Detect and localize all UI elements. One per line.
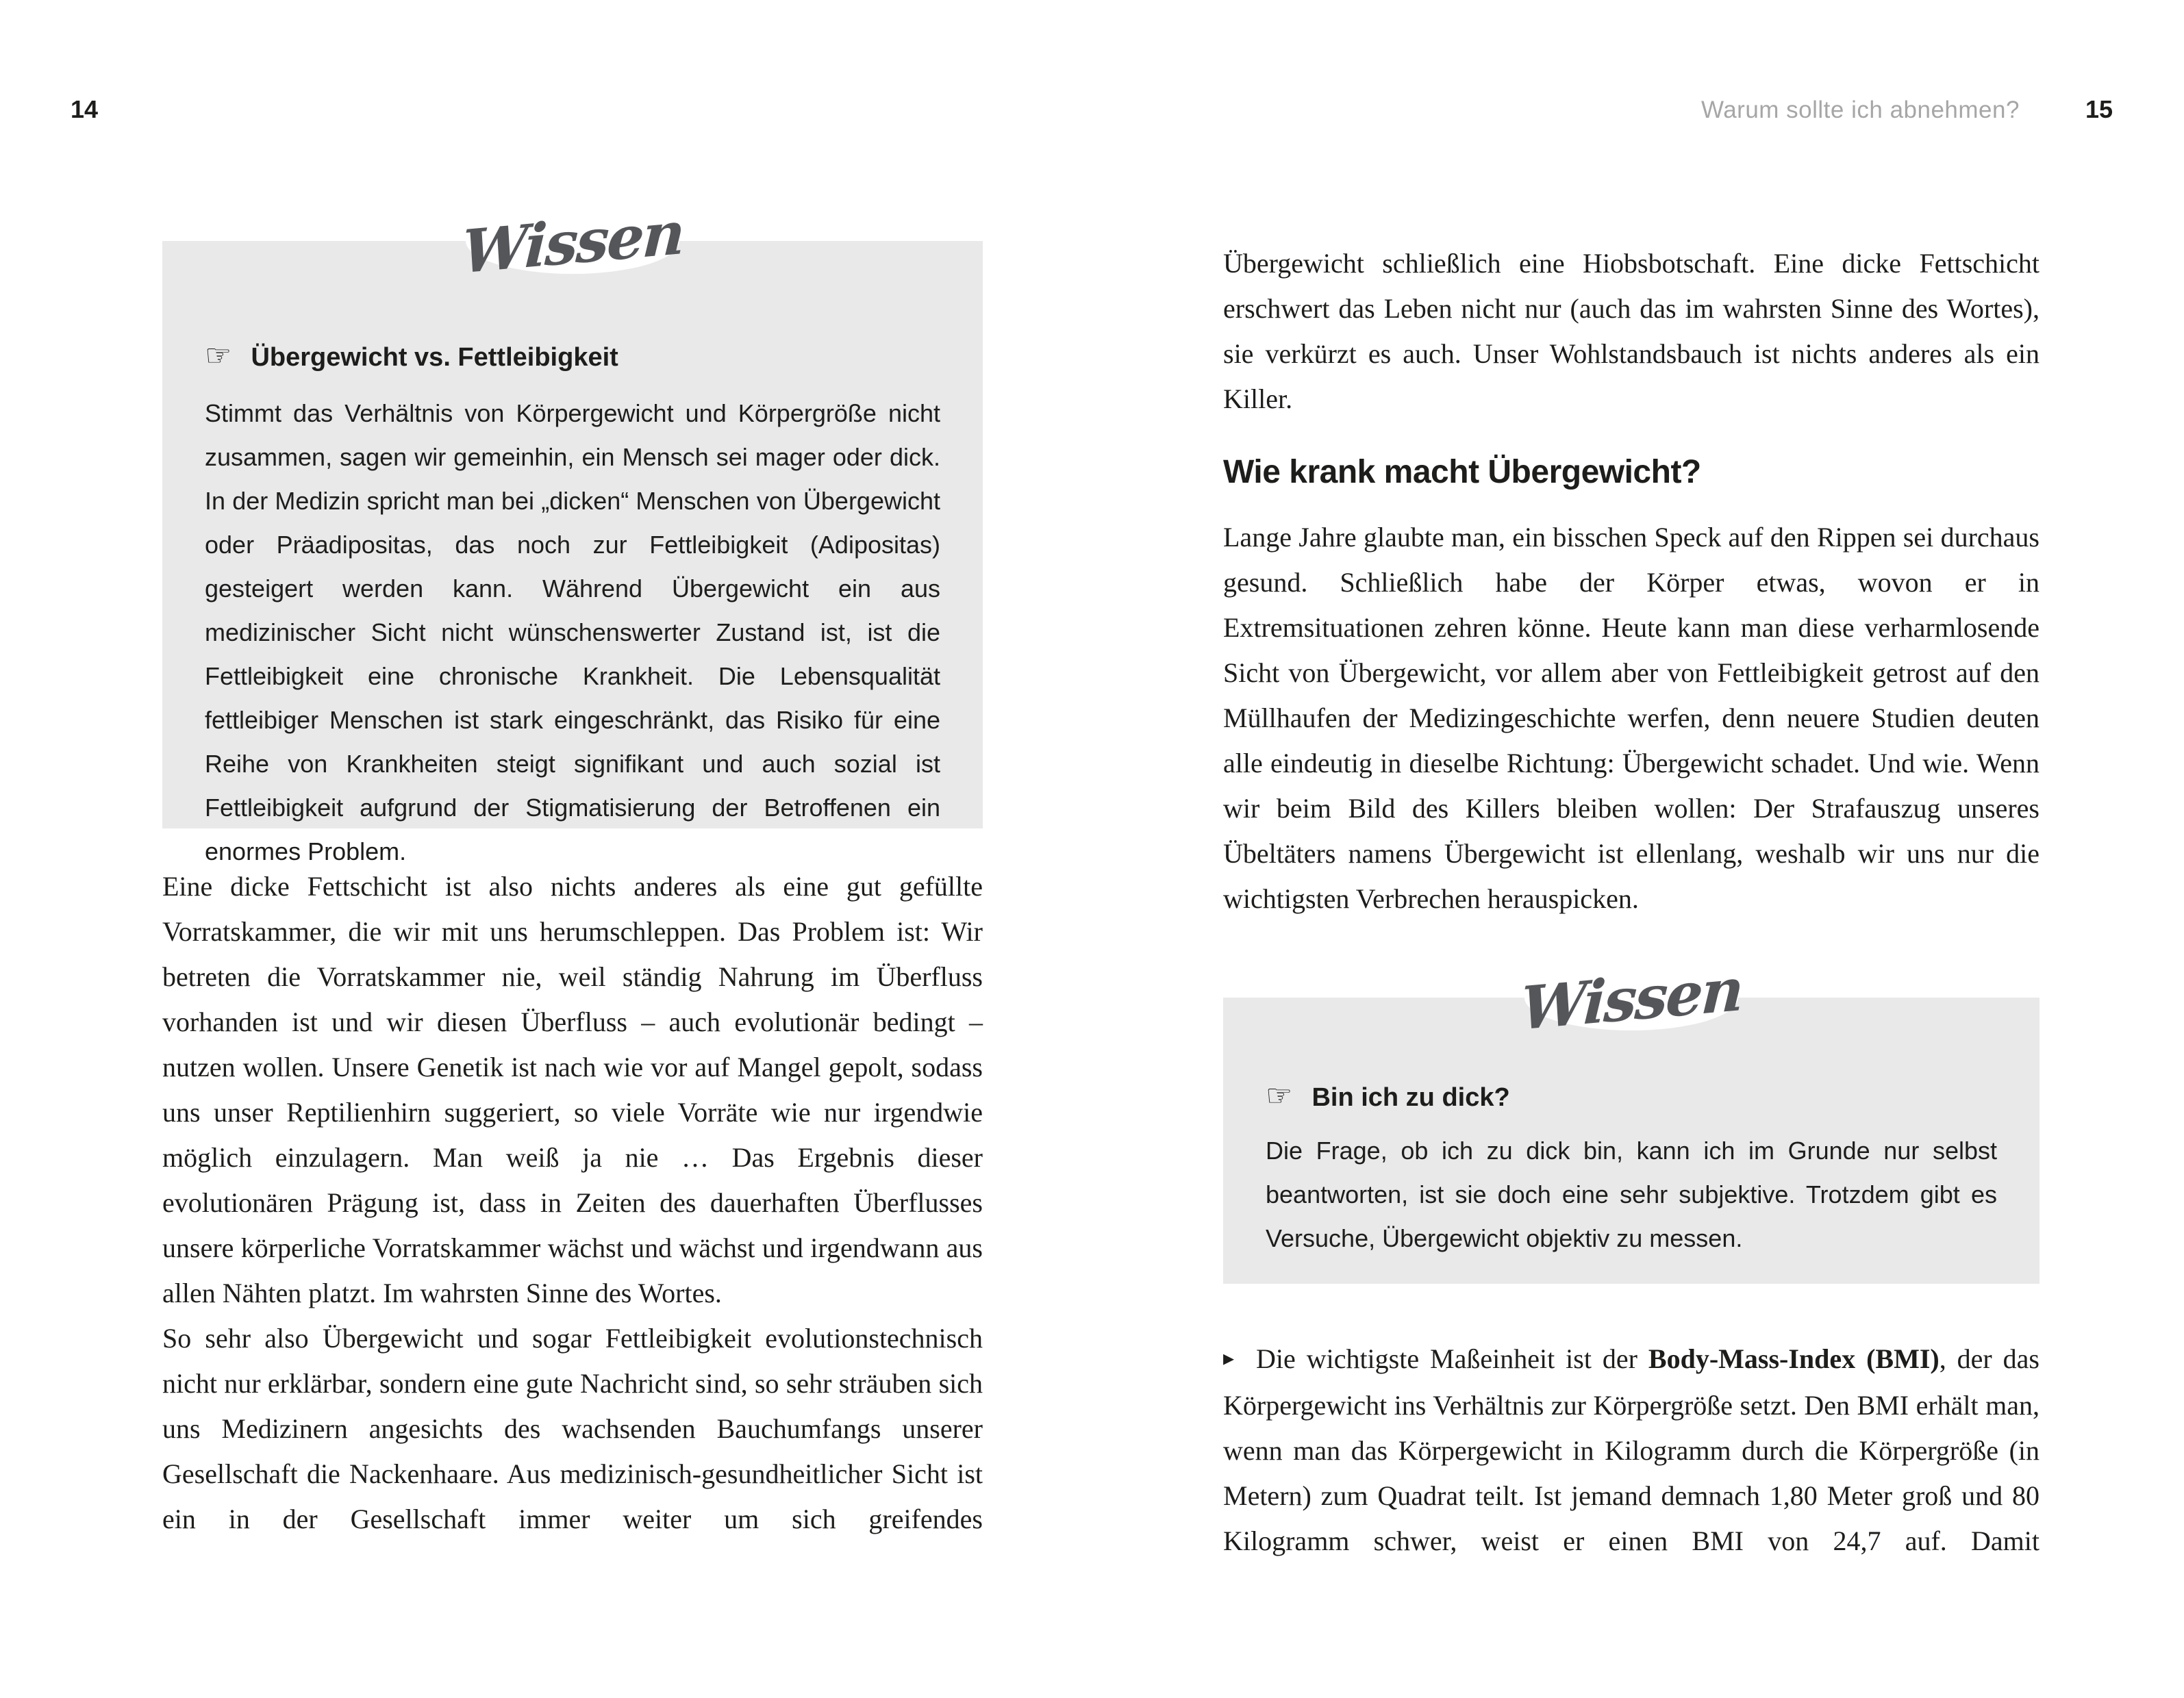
page-number-left: 14 [71,95,99,123]
paragraph: Lange Jahre glaubte man, ein bisschen Speck auf den Rippen sei durchaus gesund. Schließlich habe der Körper etwas, wovon er in Extremsituationen zehren könne. Heute kann man diese verharmlosende Sicht von Übergewicht, vor allem aber von Fettleibigkeit getrost auf den Müllhaufen der Medizingeschichte werfen, denn neuere Studien deuten alle eindeutig in dieselbe Richtung: Übergewicht schadet. Und wie. Wenn wir beim Bild des Killers bleiben wollen: Der Strafauszug unseres Übeltäters namens Übergewicht ist ellenlang, weshalb wir uns nur die wichtigsten Verbrechen herauspicken. [1223,522,2039,914]
bullet-triangle-icon: ▸ [1223,1345,1235,1371]
wissen-box-uebergewicht [162,198,983,865]
bullet-paragraph [1223,1336,2039,1564]
wissen-logo: Wissen [460,198,686,288]
bullet-text-bold: Body-Mass-Index (BMI) [1648,1343,1940,1374]
page-right [1223,0,2039,1698]
wissen-box-body: Die Frage, ob ich zu dick bin, kann ich im Grunde nur selbst beantworten, ist sie doch eine sehr subjektive. Trotzdem gibt es Versuche, Übergewicht objektiv zu messen. [1266,1136,1997,1252]
wissen-box-heading-text: Bin ich zu dick? [1311,1083,1510,1112]
wissen-box-bin-ich-zu-dick [1223,954,2039,1284]
wissen-box-body: Stimmt das Verhältnis von Körpergewicht und Körpergröße nicht zusammen, sagen wir gemeinhin, ein Mensch sei mager oder dick. In der Medizin spricht man bei „dicken“ Menschen von Übergewicht oder Präadipositas, das noch zur Fettleibigkeit (Adipositas) gesteigert werden kann. Während Übergewicht ein aus medizinischer Sicht nicht wünschenswerter Zustand ist, ist die Fettleibigkeit eine chronische Krankheit. Die Lebensqualität fettleibiger Menschen ist stark eingeschränkt, das Risiko für eine Reihe von Krankheiten steigt signifikant und auch sozial ist Fettleibigkeit aufgrund der Stigmatisierung der Betroffenen ein enormes Problem. [205,398,940,865]
wissen-box-heading-text: Übergewicht vs. Fettleibigkeit [251,343,618,372]
left-page-body [162,864,983,1542]
wissen-box-heading [205,338,940,374]
paragraph: Übergewicht schließlich eine Hiobsbotschaft. Eine dicke Fettschicht erschwert das Leben nicht nur (auch das im wahrsten Sinne des Wortes), sie verkürzt es auch. Unser Wohlstandsbauch ist nichts anderes als ein Killer. [1223,248,2039,414]
paragraph: Eine dicke Fettschicht ist also nichts anderes als eine gut gefüllte Vorratskammer, die wir mit uns herumschleppen. Das Problem ist: Wir betreten die Vorratskammer nie, weil ständig Nahrung im Überfluss vorhanden ist und wir diesen Überfluss – auch evolutionär bedingt – nutzen wollen. Unsere Genetik ist nach wie vor auf Mangel gepolt, sodass uns unser Reptilienhirn suggeriert, so viele Vorräte wie nur irgendwie möglich einzulagern. Man weiß ja nie … Das Ergebnis dieser evolutionären Prägung ist, dass in Zeiten des dauerhaften Überflusses unsere körperliche Vorratskammer wächst und wächst und irgendwann aus allen Nähten platzt. Im wahrsten Sinne des Wortes. [162,871,983,1308]
pointing-hand-icon: ☞ [205,338,232,373]
pointing-hand-icon: ☞ [1266,1078,1293,1113]
page-left [162,0,983,1698]
running-header-title: Warum sollte ich abnehmen? [1700,97,2020,123]
wissen-logo: Wissen [1519,954,1744,1044]
wissen-box-heading [1266,1078,1997,1114]
section-heading: Wie krank macht Übergewicht? [1223,454,1701,490]
bullet-text-start: Die wichtigste Maßeinheit ist der [1256,1343,1648,1374]
paragraph: So sehr also Übergewicht und sogar Fettleibigkeit evolutionstechnisch nicht nur erklärbar, sondern eine gute Nachricht sind, so sehr sträuben sich uns Medizinern angesichts des wachsenden Bauchumfangs unserer Gesellschaft die Nackenhaare. Aus medizinisch-gesundheitlicher Sicht ist ein in der Gesellschaft immer weiter um sich greifendes [162,1323,983,1534]
bullet-text-end: , der das Körpergewicht ins Verhältnis zur Körpergröße setzt. Den BMI erhält man, wenn man das Körpergewicht in Kilogramm durch die Körpergröße (in Metern) zum Quadrat teilt. Ist jemand demnach 1,80 Meter groß und 80 Kilogramm schwer, weist er einen BMI von 24,7 auf. Damit [1223,1343,2039,1556]
page-number-right: 15 [2085,95,2113,123]
